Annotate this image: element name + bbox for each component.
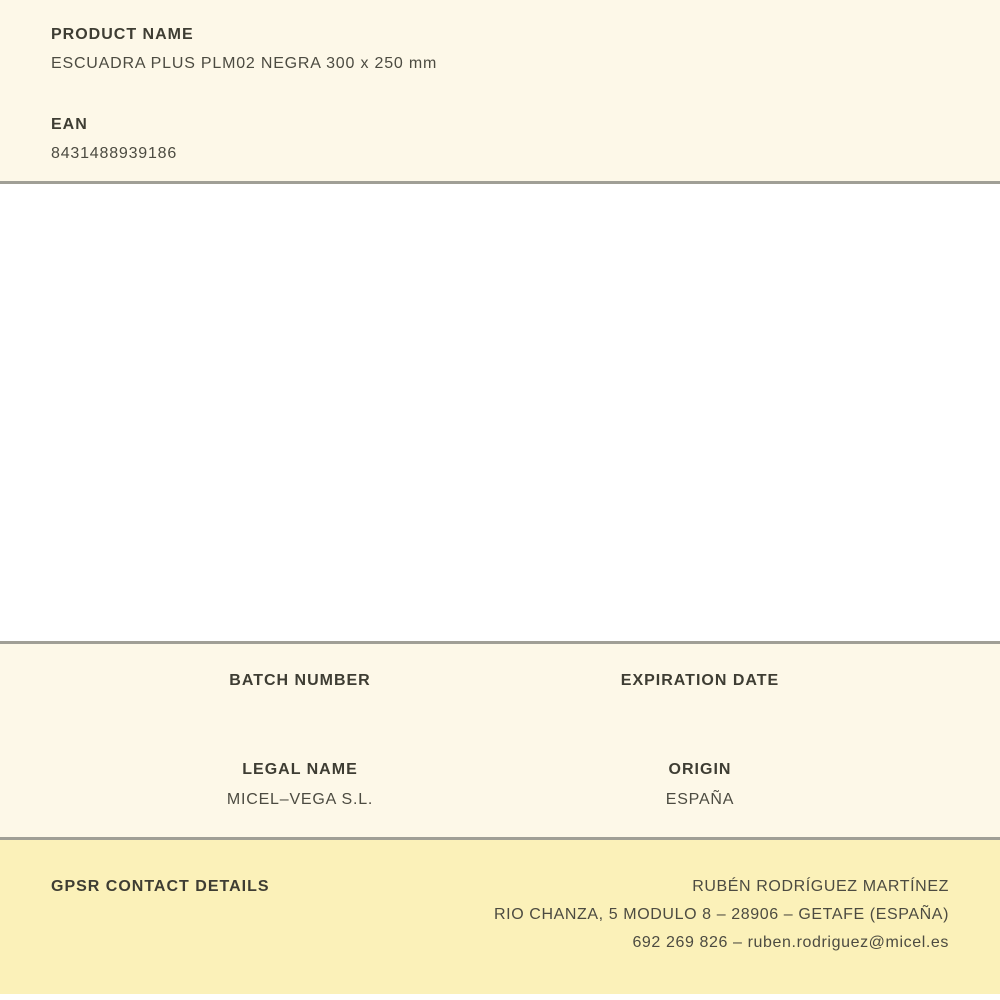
info-grid <box>100 670 900 811</box>
gpsr-contact-details <box>494 876 949 960</box>
expiration-date-field <box>500 670 900 722</box>
batch-number-field <box>100 670 500 722</box>
origin-label: ORIGIN <box>668 761 732 778</box>
ean-field <box>51 114 950 165</box>
gpsr-contact-section <box>0 840 1000 994</box>
origin-field <box>500 759 900 811</box>
expiration-date-value <box>500 700 900 722</box>
product-name-field <box>51 24 950 75</box>
ean-value: 8431488939186 <box>51 145 178 162</box>
ean-label: EAN <box>51 116 88 133</box>
product-name-label: PRODUCT NAME <box>51 26 194 43</box>
gpsr-contact-label: GPSR CONTACT DETAILS <box>51 878 270 895</box>
contact-person-name: RUBÉN RODRÍGUEZ MARTÍNEZ <box>692 878 949 895</box>
batch-number-value <box>100 700 500 722</box>
legal-name-label: LEGAL NAME <box>242 761 358 778</box>
product-header-section <box>0 0 1000 184</box>
legal-name-value: MICEL–VEGA S.L. <box>226 791 374 808</box>
legal-name-field <box>100 759 500 811</box>
expiration-date-label: EXPIRATION DATE <box>620 672 780 689</box>
empty-content-area <box>0 184 1000 641</box>
batch-legal-section <box>0 641 1000 840</box>
batch-number-label: BATCH NUMBER <box>229 672 371 689</box>
product-name-value: ESCUADRA PLUS PLM02 NEGRA 300 x 250 mm <box>51 55 438 72</box>
origin-value: ESPAÑA <box>665 791 735 808</box>
contact-phone-email: 692 269 826 – ruben.rodriguez@micel.es <box>632 934 949 951</box>
contact-address: RIO CHANZA, 5 MODULO 8 – 28906 – GETAFE (ESPAÑA) <box>494 906 949 923</box>
